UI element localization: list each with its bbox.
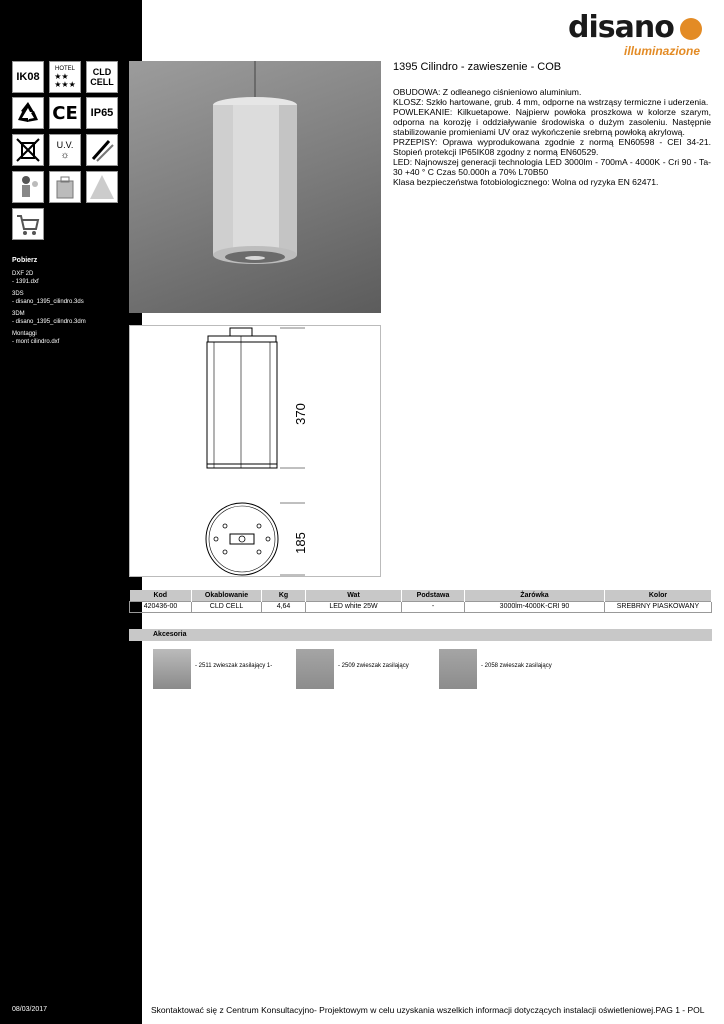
cld-cell-badge (86, 61, 118, 93)
diameter-dimension: 185 (293, 532, 308, 554)
download-file-link[interactable]: - mont cilindro.dxf (12, 339, 60, 345)
download-dxf[interactable] (12, 270, 137, 286)
uv-label: U.V. (56, 139, 74, 150)
accessory-thumbnail (439, 649, 477, 689)
ip65-label: IP65 (90, 106, 114, 119)
cell-kg: 4,64 (262, 601, 306, 612)
cell-label: CELL (90, 77, 114, 87)
ce-mark-icon: CE (49, 97, 81, 129)
cell-kod: 420436-00 (130, 601, 192, 612)
download-3ds[interactable] (12, 290, 137, 306)
desc-led: LED: Najnowszej generacji technologia LED 3000lm - 700mA - 4000K - Cri 90 - Ta-30 +40 ° C Czas 50.000h a 70% L70B50 (393, 157, 711, 177)
download-file-link[interactable]: - 1391.dxf (12, 279, 39, 285)
brand-name: disano (568, 10, 674, 45)
cell-podstawa: - (402, 601, 465, 612)
accessory-label[interactable]: - 2511 zwieszak zasilający 1- (195, 663, 273, 669)
sidebar (0, 0, 142, 1024)
tools-icon (86, 134, 118, 166)
weee-bin-icon (12, 134, 44, 166)
hotel-badge (49, 61, 81, 93)
dimension-drawing (130, 326, 380, 576)
product-description (393, 87, 711, 187)
hotel-label: HOTEL (54, 65, 75, 72)
accessory-thumbnail (296, 649, 334, 689)
download-file-link[interactable]: - disano_1395_cilindro.3ds (12, 299, 84, 305)
product-photo (129, 61, 381, 313)
accessory-thumbnail (153, 649, 191, 689)
cell-zarowka: 3000lm-4000K-CRI 90 (465, 601, 605, 612)
accessory-label[interactable]: - 2058 zwieszak zasilający (481, 663, 552, 669)
uv-resistance-badge (49, 134, 81, 166)
logo-sun-icon (680, 18, 702, 40)
desc-housing: OBUDOWA: Z odleanego ciśnieniowo aluminium. (393, 87, 582, 97)
spec-table (129, 590, 712, 613)
brand-logo (568, 10, 708, 56)
accessory-label[interactable]: - 2509 zwieszak zasilający (338, 663, 409, 669)
table-row (130, 601, 712, 612)
col-kg: Kg (262, 590, 306, 601)
table-header-row (130, 590, 712, 601)
col-kolor: Kolor (605, 590, 712, 601)
cell-okablowanie: CLD CELL (192, 601, 262, 612)
desc-photobiological: Klasa bezpieczeństwa fotobiologicznego: Wolna od ryzyka EN 62471. (393, 177, 659, 187)
desc-regulations: PRZEPISY: Oprawa wyprodukowana zgodnie z normą EN60598 - CEI 34-21. Stopień protekcji IP65IK08 zgodny z normą EN60529. (393, 137, 711, 157)
download-heading: DXF 2D (12, 271, 34, 277)
col-zarowka: Żarówka (465, 590, 605, 601)
col-okablowanie: Okablowanie (192, 590, 262, 601)
shopping-cart-icon (12, 208, 44, 240)
product-title: 1395 Cilindro - zawieszenie - COB (393, 61, 562, 73)
height-dimension: 370 (293, 403, 308, 425)
cld-label: CLD (92, 67, 112, 77)
col-wat: Wat (306, 590, 402, 601)
footer-note: Skontaktować się z Centrum Konsultacyjno- Projektowym w celu uzyskania wszelkich informacji dotyczących instalacji oświetleniowej.PAG 1 - POL (151, 1005, 705, 1015)
col-podstawa: Podstawa (402, 590, 465, 601)
desc-coating: POWLEKANIE: Kilkuetapowe. Najpierw powłoka proszkowa w kolorze szarym, odporna na korozję i oddziaływanie środowiska o dużym zasoleniu. Następnie stabilizowanie promieniami UV oraz wykończenie srebrną powłoką akrylową. (393, 107, 711, 137)
technical-drawing (129, 325, 381, 577)
package-icon (49, 171, 81, 203)
footer-date: 08/03/2017 (12, 1006, 48, 1013)
pendant-luminaire-image (129, 61, 381, 313)
download-heading: 3DS (12, 291, 24, 297)
cell-wat: LED white 25W (306, 601, 402, 612)
download-heading: 3DM (12, 311, 25, 317)
uv-lamp-icon: ☼ (60, 149, 70, 161)
ik08-label: IK08 (16, 70, 40, 83)
accessories-header: Akcesoria (129, 629, 712, 641)
download-montaggi[interactable] (12, 330, 137, 346)
download-file-link[interactable]: - disano_1395_cilindro.3dm (12, 319, 86, 325)
recycle-icon (12, 97, 44, 129)
col-kod: Kod (130, 590, 192, 601)
brand-tagline: illuminazione (623, 44, 700, 58)
stars-icon: ★★ ★★★ (54, 71, 76, 89)
downloads-section (12, 257, 137, 350)
cell-kolor: SREBRNY PIASKOWANY (605, 601, 712, 612)
download-heading: Montaggi (12, 331, 37, 337)
downloads-title: Pobierz (12, 257, 38, 264)
ik08-badge (12, 61, 44, 93)
desc-diffuser: KLOSZ: Szkło hartowane, grub. 4 mm, odporne na wstrząsy termiczne i uderzenia. (393, 97, 709, 107)
light-beam-icon (86, 171, 118, 203)
ip65-badge (86, 97, 118, 129)
installation-person-icon (12, 171, 44, 203)
download-3dm[interactable] (12, 310, 137, 326)
